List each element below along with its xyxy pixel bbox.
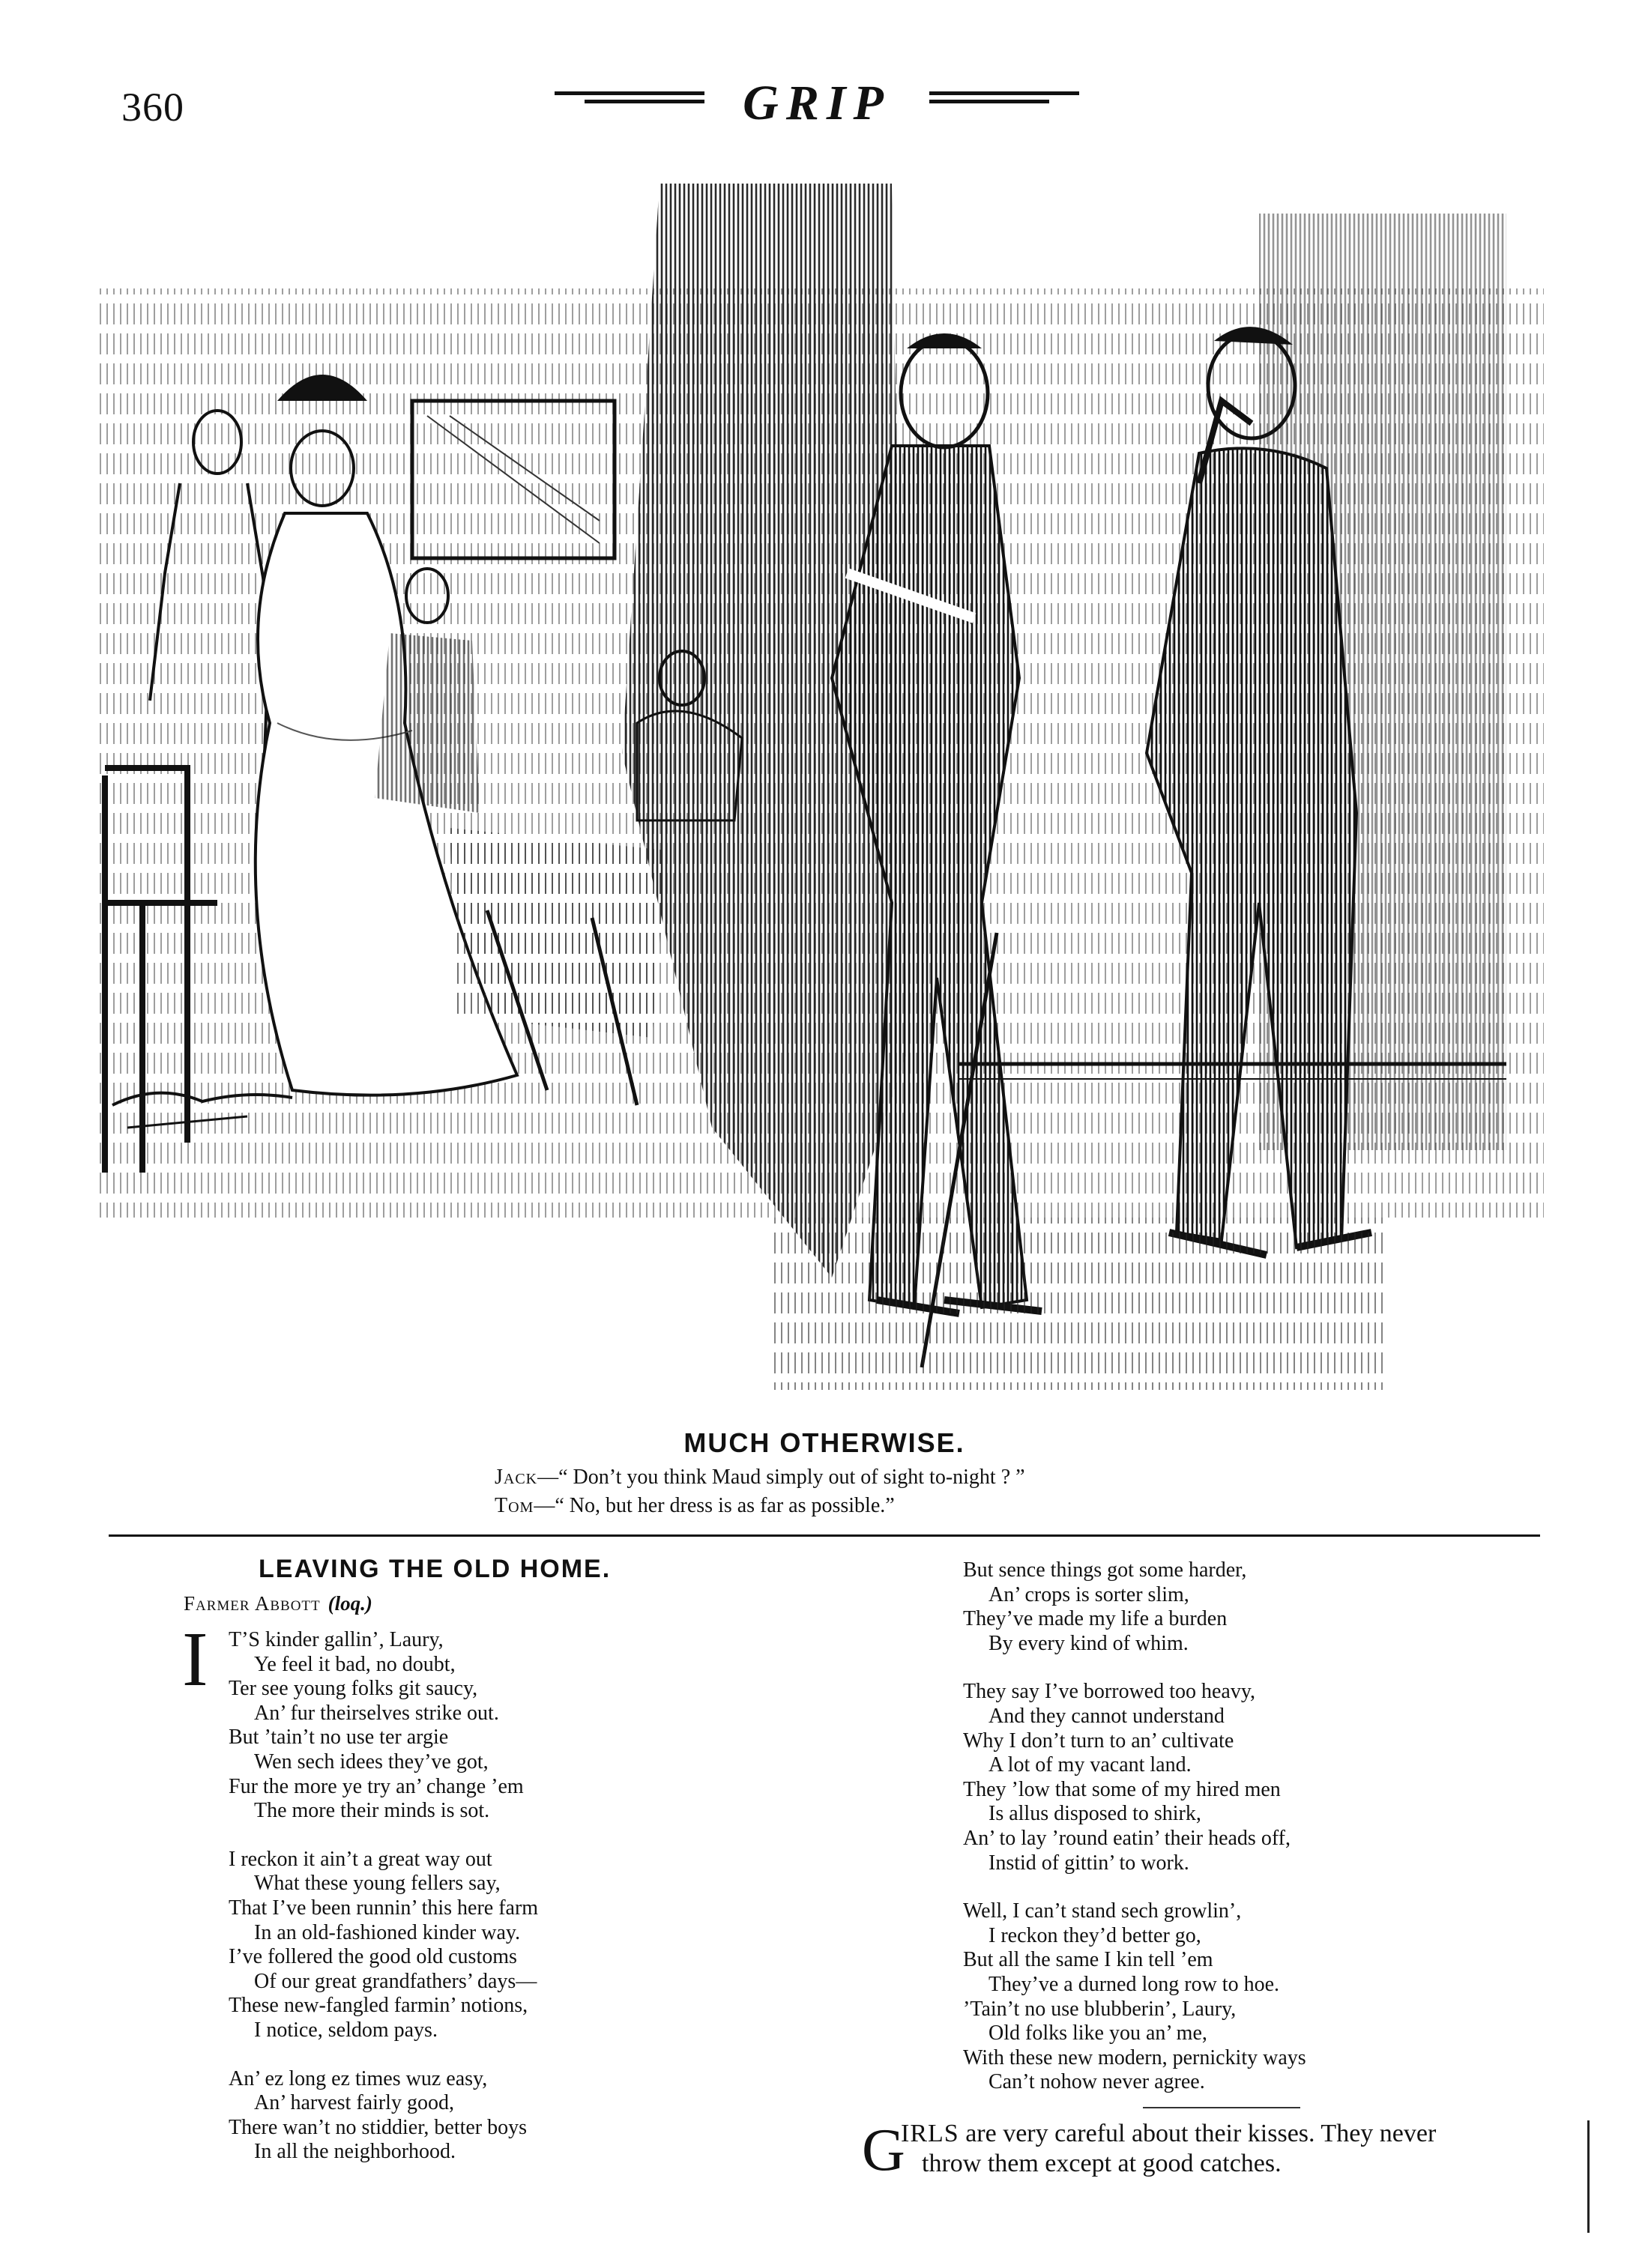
poem-line: I reckon they’d better go, — [989, 1923, 1201, 1947]
poem-column-right — [963, 1558, 1473, 2119]
poem-line: With these new modern, pernickity ways — [963, 2045, 1306, 2069]
speaker-jack: Jack — [495, 1466, 538, 1489]
poem-stanza — [229, 1848, 693, 2043]
poem-stanza — [963, 1558, 1473, 1656]
poem-line: I reckon it ain’t a great way out — [229, 1847, 492, 1871]
poem-line: Ter see young folks git saucy, — [229, 1677, 478, 1701]
poem-line: They’ve a durned long row to hoe. — [989, 1972, 1279, 1996]
poem-line: There wan’t no stiddier, better boys — [229, 2115, 528, 2139]
poem-line: A lot of my vacant land. — [989, 1753, 1192, 1777]
poem-stanza — [963, 1680, 1473, 1875]
poem-line: Fur the more ye try an’ change ’em — [229, 1774, 524, 1798]
poem-line: They ’low that some of my hired men — [963, 1777, 1281, 1801]
poem-line: Of our great grandfathers’ days— — [254, 1969, 537, 1993]
poem-line: In all the neighborhood. — [254, 2140, 456, 2164]
poem-line: Instid of gittin’ to work. — [989, 1851, 1189, 1875]
poem-line: But all the same I kin tell ’em — [963, 1948, 1213, 1972]
byline-note: (loq.) — [328, 1592, 372, 1615]
cartoon-drawing — [97, 154, 1544, 1416]
poem-line: And they cannot understand — [989, 1704, 1225, 1728]
poem-line: An’ ez long ez times wuz easy, — [229, 2066, 488, 2090]
cartoon-illustration — [97, 154, 1544, 1416]
poem-line: By every kind of whim. — [989, 1631, 1189, 1655]
dialogue-text-tom: —“ No, but her dress is as far as possible.” — [534, 1494, 895, 1517]
poem-line: That I’ve been runnin’ this here farm — [229, 1896, 539, 1920]
poem-stanza — [229, 2067, 693, 2165]
poem-drop-cap: I — [182, 1616, 208, 1702]
cartoon-title: MUCH OTHERWISE. — [683, 1427, 965, 1458]
poem-line: An’ to lay ’round eatin’ their heads off, — [963, 1826, 1291, 1850]
poem-line: I notice, seldom pays. — [254, 2018, 438, 2042]
poem-line: ’Tain’t no use blubberin’, Laury, — [963, 1997, 1237, 2021]
poem-line: An’ crops is sorter slim, — [989, 1582, 1189, 1606]
page-number: 360 — [121, 85, 184, 130]
masthead — [555, 75, 1079, 142]
poem-line: Ye feel it bad, no doubt, — [254, 1652, 456, 1676]
joke-line-2: throw them except at good catches. — [922, 2150, 1282, 2177]
poem-line: I’ve follered the good old customs — [229, 1945, 517, 1969]
poem-line: These new-fangled farmin’ notions, — [229, 1994, 528, 2018]
poem-line: The more their minds is sot. — [254, 1799, 490, 1823]
masthead-rule-right — [929, 91, 1079, 112]
dialogue-text-jack: —“ Don’t you think Maud simply out of sight to-night ? ” — [537, 1466, 1025, 1489]
short-divider — [1143, 2107, 1300, 2108]
poem-line: Well, I can’t stand sech growlin’, — [963, 1899, 1242, 1923]
poem-line: Old folks like you an’ me, — [989, 2021, 1207, 2045]
joke-line-1 — [901, 2119, 1436, 2149]
poem-column-left — [229, 1628, 693, 2189]
poem-line: Why I don’t turn to an’ cultivate — [963, 1729, 1234, 1753]
joke-line-1-rest: are very careful about their kisses. They never — [959, 2120, 1437, 2147]
masthead-rule-left — [555, 91, 704, 112]
page-edge-line — [1587, 2120, 1590, 2233]
joke-caps: IRLS — [901, 2120, 959, 2147]
poem-line: But ’tain’t no use ter argie — [229, 1726, 449, 1750]
poem-line: What these young fellers say, — [254, 1872, 501, 1896]
poem-line: An’ harvest fairly good, — [254, 2091, 454, 2115]
poem-line: But sence things got some harder, — [963, 1558, 1247, 1582]
poem-line: In an old-fashioned kinder way. — [254, 1920, 521, 1944]
masthead-title: GRIP — [743, 76, 891, 130]
byline-name: Farmer Abbott — [184, 1592, 321, 1615]
poem-title: LEAVING THE OLD HOME. — [259, 1555, 612, 1583]
dialogue-line-jack — [495, 1466, 1025, 1490]
poem-stanza — [963, 1899, 1473, 2095]
poem-line: They’ve made my life a burden — [963, 1607, 1228, 1631]
joke-drop-cap: G — [862, 2117, 905, 2183]
poem-line: An’ fur theirselves strike out. — [254, 1701, 499, 1725]
poem-line: They say I’ve borrowed too heavy, — [963, 1680, 1256, 1704]
speaker-tom: Tom — [495, 1494, 534, 1517]
poem-line: T’S kinder gallin’, Laury, — [229, 1628, 444, 1651]
dialogue-line-tom — [495, 1494, 895, 1518]
poem-byline — [184, 1592, 372, 1615]
poem-stanza — [229, 1628, 693, 1824]
poem-line: Can’t nohow never agree. — [989, 2070, 1205, 2094]
section-divider — [109, 1534, 1540, 1537]
poem-line: Is allus disposed to shirk, — [989, 1802, 1201, 1826]
poem-line: Wen sech idees they’ve got, — [254, 1750, 489, 1773]
